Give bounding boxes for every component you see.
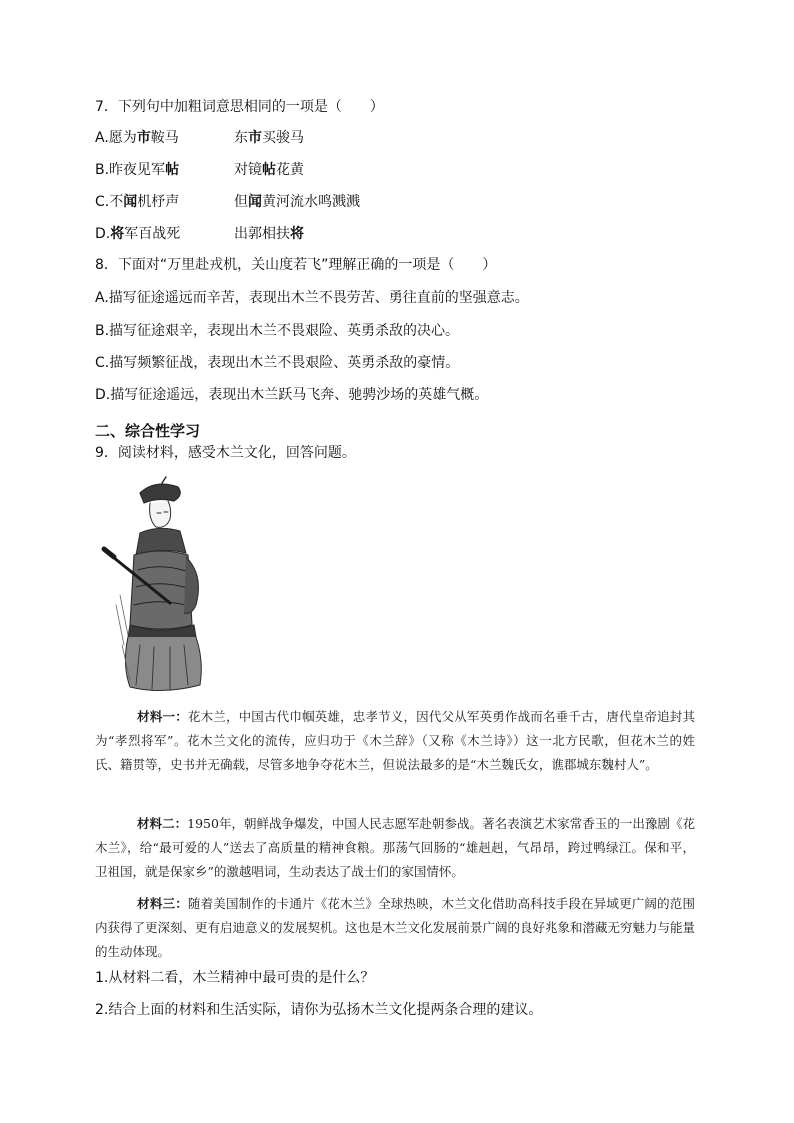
section-heading: 二、综合性学习 [95, 422, 201, 440]
q8-option-d: D.描写征途遥远，表现出木兰跃马飞奔、驰骋沙场的英雄气概。 [95, 387, 489, 403]
subquestion-2: 2.结合上面的材料和生活实际，请你为弘扬木兰文化提两条合理的建议。 [95, 1002, 543, 1018]
material-one [95, 705, 695, 777]
q7-stem: 7．下列句中加粗词意思相同的一项是（ ） [95, 99, 384, 115]
material-one-text: 花木兰，中国古代巾帼英雄，忠孝节义，因代父从军英勇作战而名垂千古，唐代皇帝追封其为“孝烈将军”。花木兰文化的流传，应归功于《木兰辞》（又称《木兰诗》）这一北方民歌，但花木兰的姓氏、籍贯等，史书并无确载，尽管多地争夺花木兰，但说法最多的是“木兰魏氏女，谯郡城东魏村人”。 [95, 709, 695, 772]
material-three-label: 材料三： [137, 896, 188, 911]
q8-option-a: A.描写征途遥远而辛苦，表现出木兰不畏劳苦、勇往直前的坚强意志。 [95, 290, 529, 306]
subquestion-1: 1.从材料二看，木兰精神中最可贵的是什么？ [95, 970, 375, 986]
q7-option-d: D.将军百战死 出郭相扶将 [95, 226, 304, 242]
q7-option-a: A.愿为市鞍马 东市买骏马 [95, 130, 304, 146]
q8-option-c: C.描写频繁征战，表现出木兰不畏艰险、英勇杀敌的豪情。 [95, 355, 460, 371]
q7-option-b: B.昨夜见军帖 对镜帖花黄 [95, 162, 304, 178]
material-two-label: 材料二： [137, 816, 188, 831]
q8-option-b: B.描写征途艰辛，表现出木兰不畏艰险、英勇杀敌的决心。 [95, 323, 460, 339]
q7-option-c: C.不闻机杼声 但闻黄河流水鸣溅溅 [95, 194, 360, 210]
q9-stem: 9．阅读材料，感受木兰文化，回答问题。 [95, 445, 356, 461]
q8-stem: 8．下面对“万里赴戎机，关山度若飞”理解正确的一项是（ ） [95, 257, 497, 273]
material-three [95, 892, 695, 964]
material-three-text: 随着美国制作的卡通片《花木兰》全球热映，木兰文化借助高科技手段在异域更广阔的范围内获得了更深刻、更有启迪意义的发展契机。这也是木兰文化发展前景广阔的良好兆象和潜藏无穷魅力与能量的生动体现。 [95, 896, 696, 959]
material-two-text: 1950年，朝鲜战争爆发，中国人民志愿军赴朝参战。著名表演艺术家常香玉的一出豫剧《花木兰》，给“最可爱的人”送去了高质量的精神食粮。那荡气回肠的“雄赳赳，气昂昂，跨过鸭绿江。保和平，卫祖国，就是保家乡”的激越唱词，生动表达了战士们的家国情怀。 [95, 816, 695, 879]
mulan-illustration [100, 475, 215, 695]
material-two [95, 812, 695, 884]
material-one-label: 材料一： [137, 709, 188, 724]
